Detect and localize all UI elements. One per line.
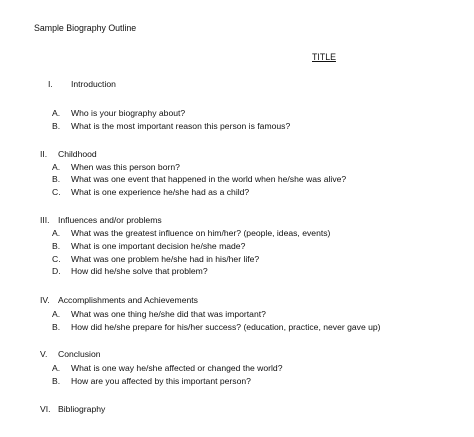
section-numeral: II. [40, 149, 48, 159]
document-title: TITLE [312, 52, 336, 62]
item-letter: A. [52, 363, 61, 373]
section-numeral: V. [40, 349, 48, 359]
item-text: What was one event that happened in the world when he/she was alive? [71, 174, 347, 184]
section-numeral: I. [48, 79, 53, 89]
outline-item [0, 376, 474, 388]
section-heading: Conclusion [58, 349, 101, 359]
item-letter: A. [52, 108, 61, 118]
item-letter: B. [52, 121, 61, 131]
item-text: What is one important decision he/she made? [71, 241, 246, 251]
outline-item [0, 174, 474, 186]
item-text: What is one experience he/she had as a child? [71, 187, 250, 197]
item-letter: B. [52, 241, 61, 251]
item-letter: C. [52, 254, 61, 264]
section-heading: Bibliography [58, 404, 106, 414]
outline-item [0, 228, 474, 240]
item-letter: B. [52, 174, 61, 184]
section-heading: Childhood [58, 149, 97, 159]
section-numeral: VI. [40, 404, 51, 414]
item-text: What was one thing he/she did that was important? [71, 309, 266, 319]
item-letter: B. [52, 322, 61, 332]
section-numeral: III. [40, 215, 50, 225]
item-letter: A. [52, 309, 61, 319]
item-letter: B. [52, 376, 61, 386]
item-text: How did he/she prepare for his/her success? (education, practice, never gave up) [71, 322, 381, 332]
outline-item [0, 322, 474, 334]
outline-item [0, 266, 474, 278]
outline-item [0, 108, 474, 120]
item-text: What was one problem he/she had in his/her life? [71, 254, 260, 264]
outline-item [0, 162, 474, 174]
outline-item [0, 254, 474, 266]
section-numeral: IV. [40, 295, 50, 305]
item-text: When was this person born? [71, 162, 180, 172]
outline-item [0, 121, 474, 133]
item-text: How are you affected by this important person? [71, 376, 251, 386]
item-text: How did he/she solve that problem? [71, 266, 208, 276]
outline-item [0, 363, 474, 375]
outline-item [0, 187, 474, 199]
item-text: Who is your biography about? [71, 108, 186, 118]
item-text: What is one way he/she affected or changed the world? [71, 363, 283, 373]
item-letter: D. [52, 266, 61, 276]
section-heading: Influences and/or problems [58, 215, 162, 225]
section-heading: Introduction [71, 79, 116, 89]
section-heading: Accomplishments and Achievements [58, 295, 198, 305]
document-heading: Sample Biography Outline [34, 23, 137, 33]
outline-item [0, 309, 474, 321]
item-text: What was the greatest influence on him/her? (people, ideas, events) [71, 228, 331, 238]
item-letter: C. [52, 187, 61, 197]
outline-item [0, 241, 474, 253]
item-letter: A. [52, 162, 61, 172]
item-text: What is the most important reason this person is famous? [71, 121, 291, 131]
item-letter: A. [52, 228, 61, 238]
